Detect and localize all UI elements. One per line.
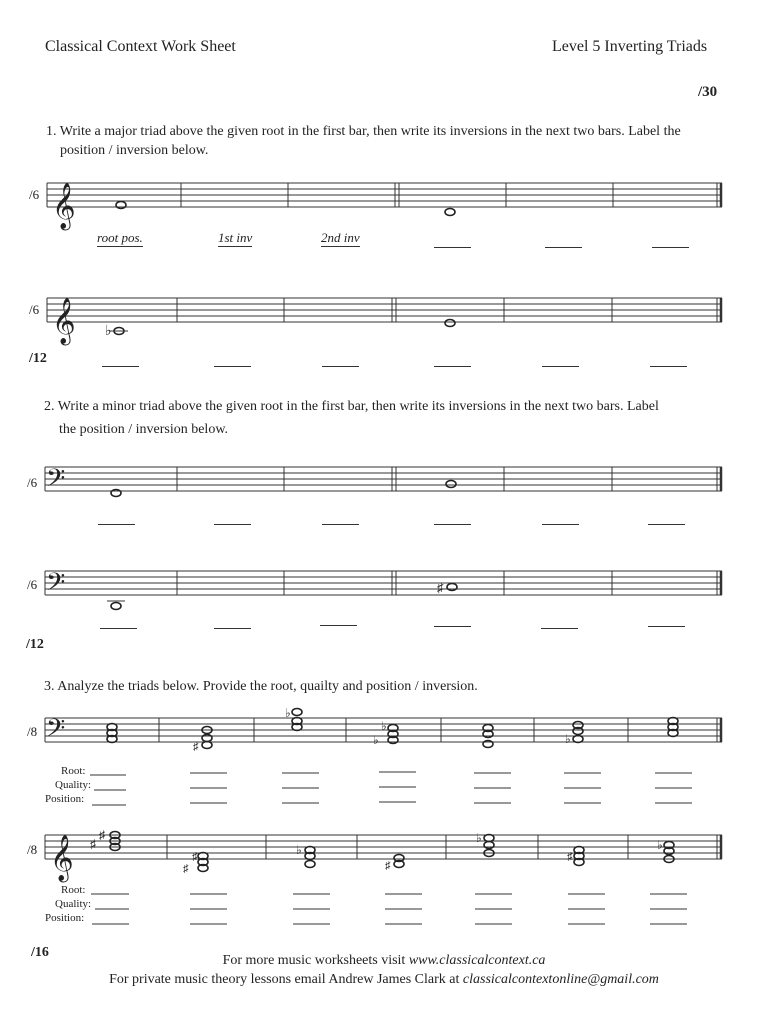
svg-text:♯: ♯ <box>567 851 573 863</box>
treble-clef-icon: 𝄞 <box>52 183 76 229</box>
bass-clef-icon: 𝄢 <box>46 568 66 603</box>
q2-row1-score: /6 <box>27 475 38 490</box>
answer-blank[interactable] <box>98 524 135 525</box>
svg-text:♯: ♯ <box>385 860 391 872</box>
svg-text:♯: ♯ <box>99 828 105 842</box>
question-2-prompt-line1: 2. Write a minor triad above the given root in the first bar, then write its inversions in the next two bars. Label <box>44 399 659 414</box>
footer-line-2 <box>0 972 768 988</box>
answer-blank[interactable] <box>214 366 251 367</box>
answer-blank[interactable] <box>434 366 471 367</box>
note <box>445 209 455 216</box>
worksheet-level: Level 5 Inverting Triads <box>552 38 708 55</box>
q3-staff-1 <box>0 700 768 760</box>
q1-label-1st: 1st inv <box>218 230 253 245</box>
q3-staff-2 <box>0 820 768 880</box>
q2-staff-2 <box>0 560 768 620</box>
q3-quality-label: Quality: <box>55 898 92 910</box>
q3-answer-lines-1 <box>0 760 768 810</box>
svg-text:♭: ♭ <box>476 831 482 845</box>
footer-text: For more music worksheets visit <box>222 953 409 968</box>
q3-position-label: Position: <box>45 912 85 924</box>
answer-blank[interactable] <box>322 366 359 367</box>
svg-text:♭: ♭ <box>373 733 379 747</box>
svg-text:♯: ♯ <box>193 741 199 753</box>
question-3-prompt: 3. Analyze the triads below. Provide the root, quailty and position / inversion. <box>44 679 478 694</box>
question-2-prompt-line2: the position / inversion below. <box>59 422 229 437</box>
q3-root-label: Root: <box>61 765 86 777</box>
q3-subtotal: /16 <box>31 945 49 960</box>
q1-label-2nd: 2nd inv <box>321 230 360 245</box>
q3-row1-score: /8 <box>27 724 38 739</box>
answer-blank[interactable] <box>434 247 471 248</box>
svg-text:♭: ♭ <box>285 706 291 720</box>
total-score: /30 <box>698 84 718 100</box>
q1-row1-score: /6 <box>29 187 40 202</box>
email-link[interactable]: classicalcontextonline@gmail.com <box>462 972 659 987</box>
worksheet-title: Classical Context Work Sheet <box>45 38 236 55</box>
answer-blank[interactable] <box>650 366 687 367</box>
svg-text:♯: ♯ <box>183 863 189 875</box>
answer-blank[interactable] <box>214 524 251 525</box>
answer-blank[interactable] <box>102 366 139 367</box>
answer-blank[interactable] <box>100 628 137 629</box>
answer-blank[interactable] <box>648 626 685 627</box>
sharp-icon: ♯ <box>437 580 444 595</box>
q2-subtotal: /12 <box>26 637 44 652</box>
answer-blank[interactable] <box>434 626 471 627</box>
svg-text:♭: ♭ <box>296 843 302 857</box>
answer-blank[interactable] <box>541 628 578 629</box>
svg-text:♭: ♭ <box>565 732 571 746</box>
answer-blank[interactable] <box>648 524 685 525</box>
q1-staff-1 <box>0 170 768 230</box>
q1-subtotal: /12 <box>29 351 47 366</box>
treble-clef-icon: 𝄞 <box>52 298 76 344</box>
footer-line-1 <box>0 953 768 969</box>
question-1-prompt: 1. Write a major triad above the given root in the first bar, then write its inversions in the next two bars. Label the position / inversion below. <box>46 124 681 158</box>
answer-blank[interactable] <box>322 524 359 525</box>
q3-answer-lines-2 <box>0 880 768 930</box>
svg-text:♭: ♭ <box>657 838 663 852</box>
answer-blank[interactable] <box>214 628 251 629</box>
q3-root-label: Root: <box>61 884 86 896</box>
answer-blank[interactable] <box>652 247 689 248</box>
q3-quality-label: Quality: <box>55 779 92 791</box>
bass-clef-icon: 𝄢 <box>46 464 66 499</box>
svg-text:♯: ♯ <box>192 851 198 863</box>
answer-blank[interactable] <box>542 524 579 525</box>
treble-clef-icon: 𝄞 <box>50 835 74 881</box>
q3-row2-score: /8 <box>27 842 38 857</box>
q2-staff-1 <box>0 455 768 515</box>
q1-staff-2 <box>0 285 768 345</box>
answer-blank[interactable] <box>545 247 582 248</box>
website-link[interactable]: www.classicalcontext.ca <box>408 953 546 968</box>
q1-row2-score: /6 <box>29 302 40 317</box>
q2-row2-score: /6 <box>27 577 38 592</box>
footer-text: For private music theory lessons email Andrew James Clark at <box>109 972 463 987</box>
answer-blank[interactable] <box>542 366 579 367</box>
q3-position-label: Position: <box>45 793 85 805</box>
answer-blank[interactable] <box>434 524 471 525</box>
svg-text:♯: ♯ <box>90 837 96 851</box>
bass-clef-icon: 𝄢 <box>46 714 66 749</box>
answer-blank[interactable] <box>320 625 357 626</box>
flat-icon: ♭ <box>105 324 112 339</box>
q1-label-root: root pos. <box>97 230 143 245</box>
svg-text:♭: ♭ <box>381 719 387 733</box>
